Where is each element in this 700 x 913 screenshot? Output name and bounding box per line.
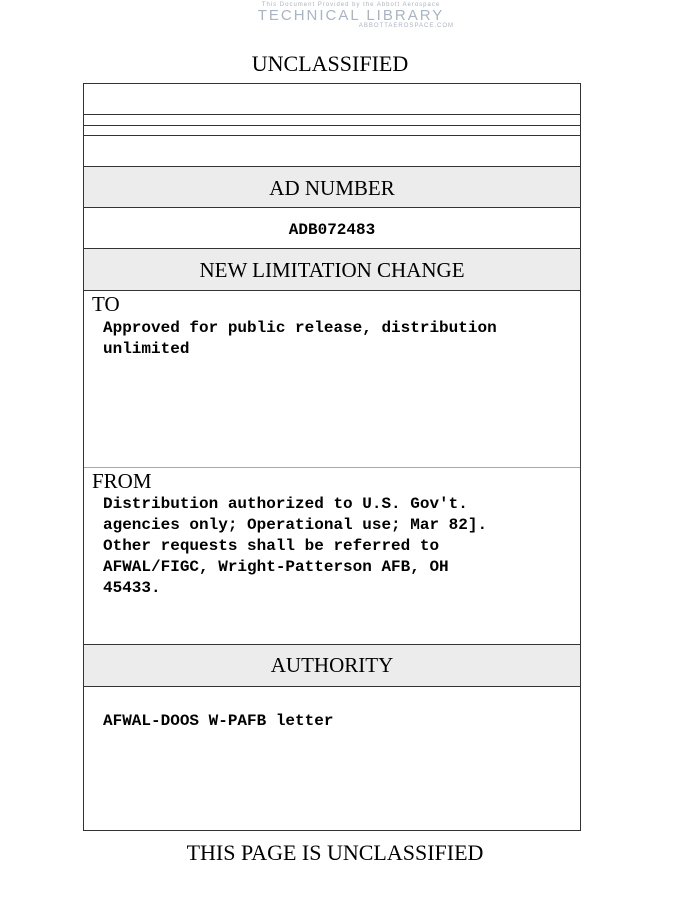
authority-heading: AUTHORITY: [270, 653, 394, 677]
divider: [84, 135, 580, 136]
divider: [84, 125, 580, 126]
divider: [84, 467, 580, 468]
ad-number-heading: AD NUMBER: [269, 176, 395, 200]
classification-header: UNCLASSIFIED: [251, 51, 409, 76]
divider: [84, 686, 580, 687]
watermark-line1: This Document Provided by the Abbott Aerospace: [261, 2, 441, 8]
from-label: FROM: [92, 469, 152, 493]
watermark-line2: TECHNICAL LIBRARY: [257, 7, 445, 24]
to-label: TO: [92, 292, 120, 316]
classification-footer: THIS PAGE IS UNCLASSIFIED: [186, 840, 484, 865]
divider: [84, 114, 580, 115]
authority-text: AFWAL-DOOS W-PAFB letter: [103, 712, 334, 730]
limitation-heading: NEW LIMITATION CHANGE: [199, 258, 465, 282]
watermark-line3: ABBOTTAEROSPACE.COM: [358, 23, 454, 29]
from-text: Distribution authorized to U.S. Gov't. agencies only; Operational use; Mar 82]. Other requests shall be referred to AFWAL/FIGC, Wright-Patterson AFB, OH 45433.: [103, 495, 488, 597]
form-box: [83, 83, 581, 831]
to-text: Approved for public release, distribution unlimited: [103, 319, 497, 358]
watermark-logo: [236, 2, 466, 29]
ad-number-value: ADB072483: [288, 221, 376, 239]
divider: [84, 290, 580, 291]
divider: [84, 207, 580, 208]
